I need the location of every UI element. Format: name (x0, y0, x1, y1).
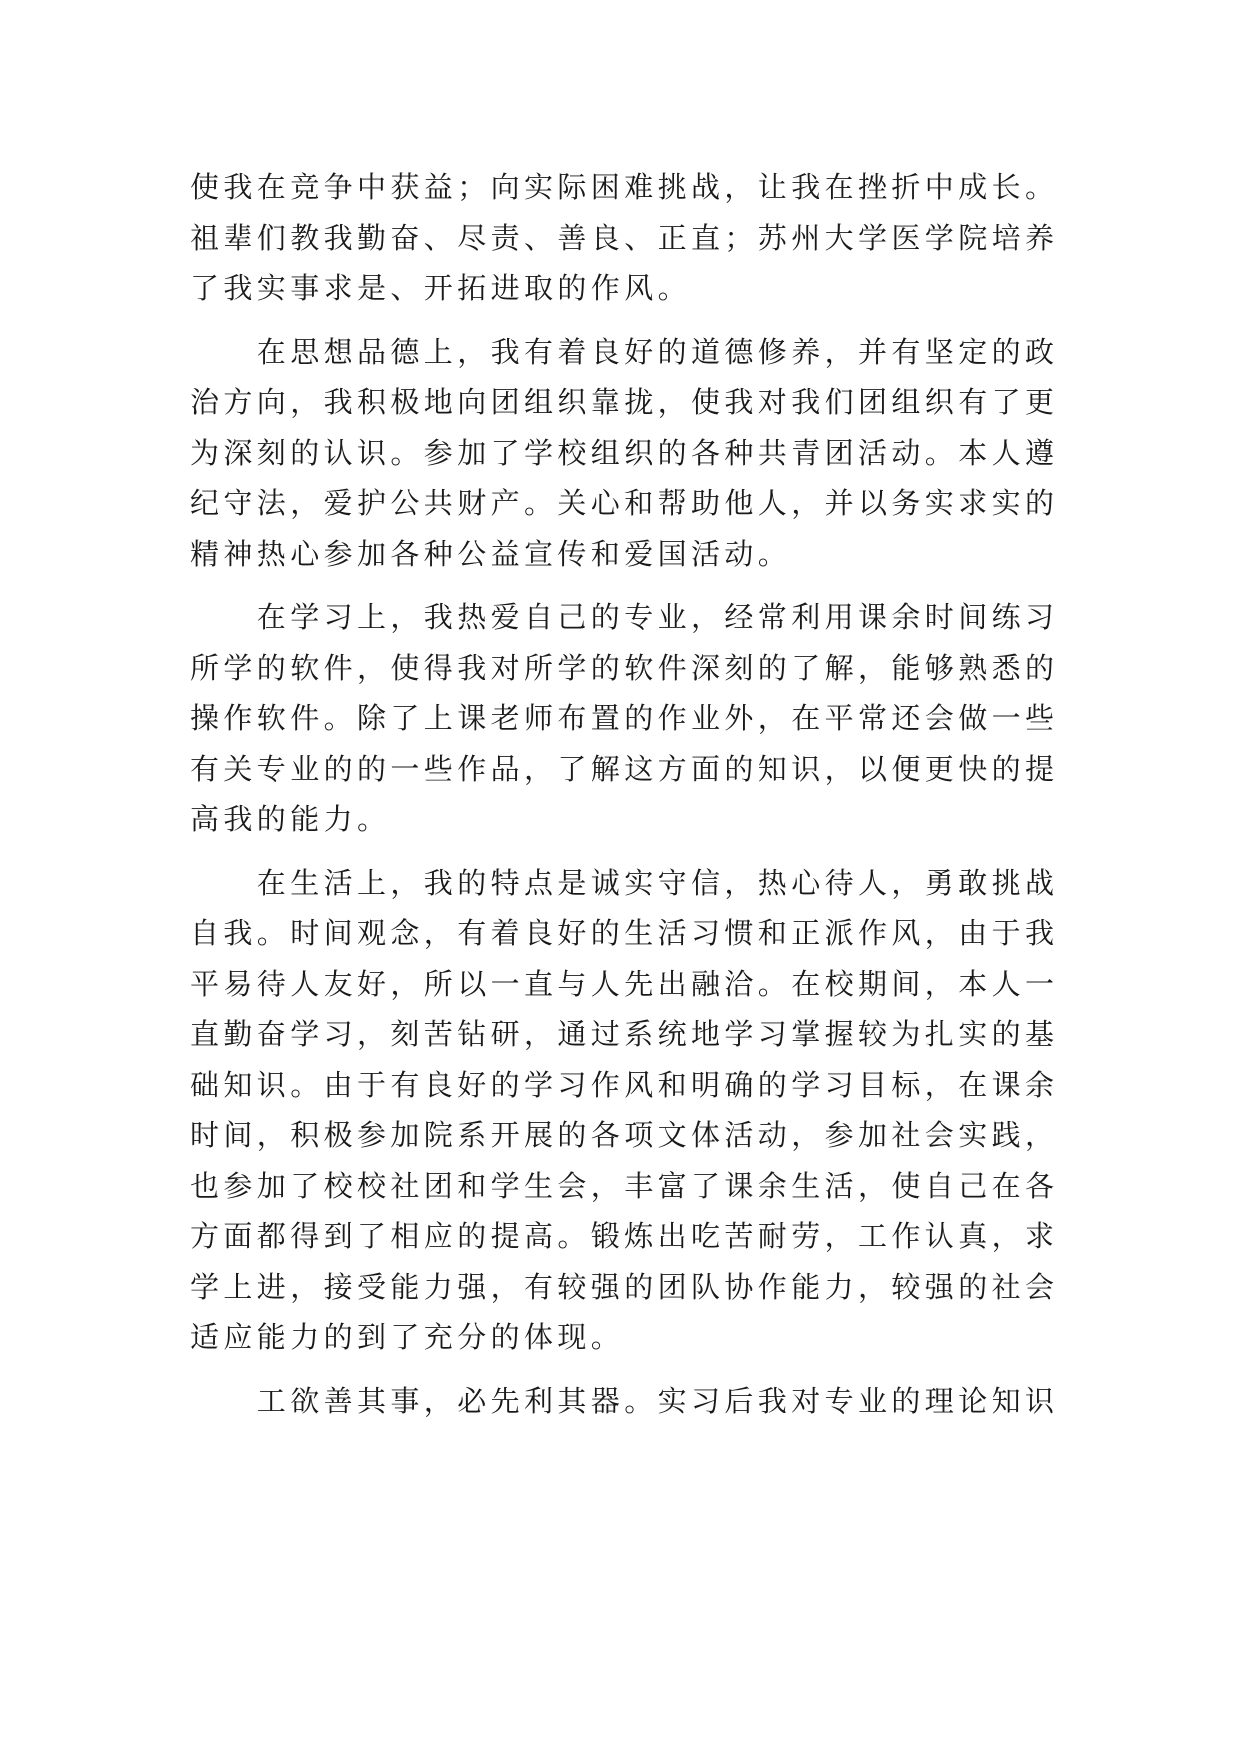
text-line: 时间，积极参加院系开展的各项文体活动，参加社会实践， (190, 1118, 1059, 1152)
text-line: 高我的能力。 (190, 802, 391, 836)
paragraph-spacer (190, 1363, 1065, 1376)
paragraph-spacer (190, 314, 1065, 327)
document-body (190, 162, 1065, 1426)
text-line: 适应能力的到了充分的体现。 (190, 1320, 625, 1354)
text-line: 在学习上，我热爱自己的专业，经常利用课余时间练习 (190, 600, 1059, 634)
text-line: 操作软件。除了上课老师布置的作业外，在平常还会做一些 (190, 701, 1059, 735)
text-line: 在生活上，我的特点是诚实守信，热心待人，勇敢挑战 (190, 865, 1059, 900)
text-line: 也参加了校校社团和学生会，丰富了课余生活，使自己在各 (190, 1168, 1059, 1203)
paragraph-spacer (190, 579, 1065, 592)
paragraph-spacer (190, 845, 1065, 858)
text-line: 为深刻的认识。参加了学校组织的各种共青团活动。本人遵 (190, 435, 1059, 470)
text-line: 平易待人友好，所以一直与人先出融洽。在校期间，本人一 (190, 966, 1059, 1001)
text-line: 方面都得到了相应的提高。锻炼出吃苦耐劳，工作认真，求 (190, 1219, 1059, 1253)
paragraph-4 (190, 858, 1065, 1363)
text-line: 工欲善其事，必先利其器。实习后我对专业的理论知识 (190, 1383, 1059, 1418)
text-line: 础知识。由于有良好的学习作风和明确的学习目标，在课余 (190, 1067, 1059, 1102)
text-line: 精神热心参加各种公益宣传和爱国活动。 (190, 536, 792, 571)
text-line: 学上进，接受能力强，有较强的团队协作能力，较强的社会 (190, 1269, 1059, 1304)
text-line: 治方向，我积极地向团组织靠拢，使我对我们团组织有了更 (190, 385, 1059, 419)
text-line: 在思想品德上，我有着良好的道德修养，并有坚定的政 (190, 334, 1059, 369)
text-line: 直勤奋学习，刻苦钻研，通过系统地学习掌握较为扎实的基 (190, 1017, 1059, 1051)
paragraph-5 (190, 1376, 1065, 1427)
paragraph-3 (190, 592, 1065, 845)
paragraph-2 (190, 327, 1065, 580)
text-line: 祖辈们教我勤奋、尽责、善良、正直；苏州大学医学院培养 (190, 220, 1059, 255)
paragraph-1 (190, 162, 1065, 314)
text-line: 了我实事求是、开拓进取的作风。 (190, 271, 692, 305)
text-line: 纪守法，爱护公共财产。关心和帮助他人，并以务实求实的 (190, 486, 1059, 520)
text-line: 有关专业的的一些作品，了解这方面的知识，以便更快的提 (190, 751, 1059, 786)
text-line: 所学的软件，使得我对所学的软件深刻的了解，能够熟悉的 (190, 650, 1059, 685)
text-line: 自我。时间观念，有着良好的生活习惯和正派作风，由于我 (190, 916, 1059, 950)
text-line: 使我在竞争中获益；向实际困难挑战，让我在挫折中成长。 (190, 170, 1059, 204)
